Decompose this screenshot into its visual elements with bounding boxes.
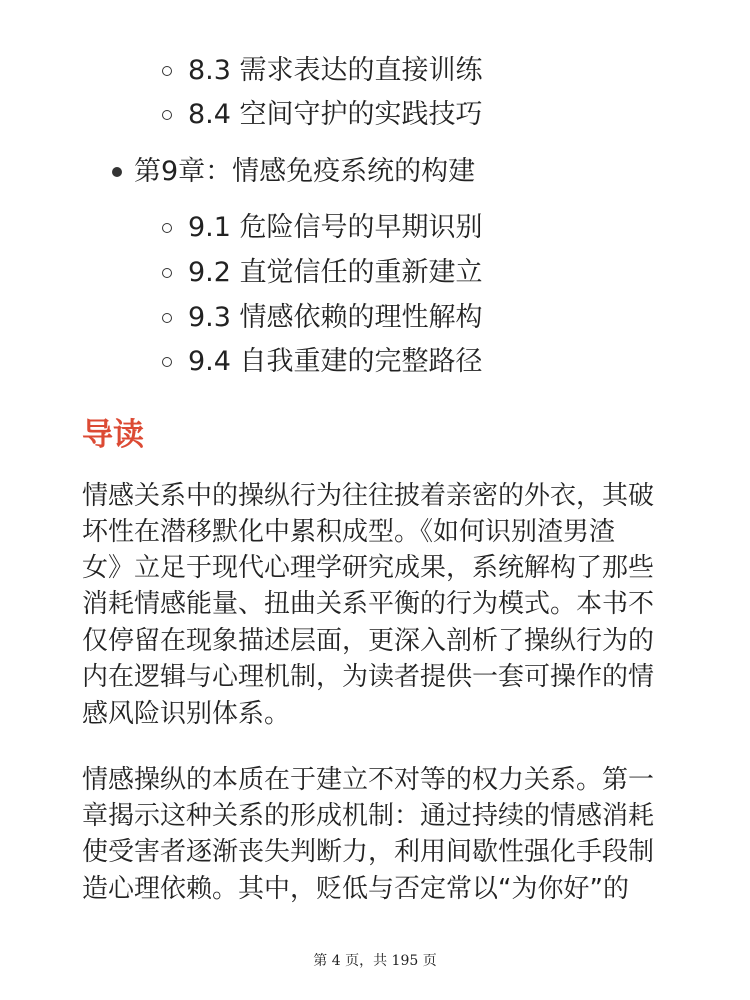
hollow-bullet-icon bbox=[162, 357, 172, 367]
page-number: 第 4 页，共 195 页 bbox=[313, 953, 437, 969]
paragraph-line: 消耗情感能量、扭曲关系平衡的行为模式。本书不 bbox=[82, 589, 655, 619]
paragraph-line: 仅停留在现象描述层面，更深入剖析了操纵行为的 bbox=[82, 626, 655, 656]
toc-chapter-label: 第9章：情感免疫系统的构建 bbox=[134, 156, 476, 187]
toc-item-label: 8.4 空间守护的实践技巧 bbox=[188, 99, 483, 130]
hollow-bullet-icon bbox=[162, 313, 172, 323]
paragraph-line: 坏性在潜移默化中累积成型。《如何识别渣男渣 bbox=[82, 517, 616, 547]
paragraph-line: 内在逻辑与心理机制，为读者提供一套可操作的情 bbox=[82, 662, 655, 692]
toc-item-label: 9.3 情感依赖的理性解构 bbox=[188, 302, 483, 333]
paragraph-line: 情感关系中的操纵行为往往披着亲密的外衣，其破 bbox=[82, 481, 655, 511]
paragraph-line: 情感操纵的本质在于建立不对等的权力关系。第一 bbox=[82, 765, 655, 795]
paragraph-line: 造心理依赖。其中，贬低与否定常以“为你好”的 bbox=[82, 874, 629, 904]
paragraph-line: 使受害者逐渐丧失判断力，利用间歇性强化手段制 bbox=[82, 837, 655, 867]
toc-item-label: 9.4 自我重建的完整路径 bbox=[188, 346, 483, 377]
paragraph-line: 章揭示这种关系的形成机制：通过持续的情感消耗 bbox=[82, 801, 655, 831]
toc-item-label: 9.2 直觉信任的重新建立 bbox=[188, 257, 483, 288]
paragraph-line: 女》立足于现代心理学研究成果，系统解构了那些 bbox=[82, 553, 655, 583]
section-heading: 导读 bbox=[82, 417, 144, 453]
hollow-bullet-icon bbox=[162, 223, 172, 233]
filled-bullet-icon bbox=[112, 167, 122, 177]
paragraph-line: 感风险识别体系。 bbox=[82, 699, 291, 729]
hollow-bullet-icon bbox=[162, 268, 172, 278]
hollow-bullet-icon bbox=[162, 110, 172, 120]
toc-item-label: 9.1 危险信号的早期识别 bbox=[188, 212, 483, 243]
hollow-bullet-icon bbox=[162, 66, 172, 76]
toc-item-label: 8.3 需求表达的直接训练 bbox=[188, 55, 483, 86]
